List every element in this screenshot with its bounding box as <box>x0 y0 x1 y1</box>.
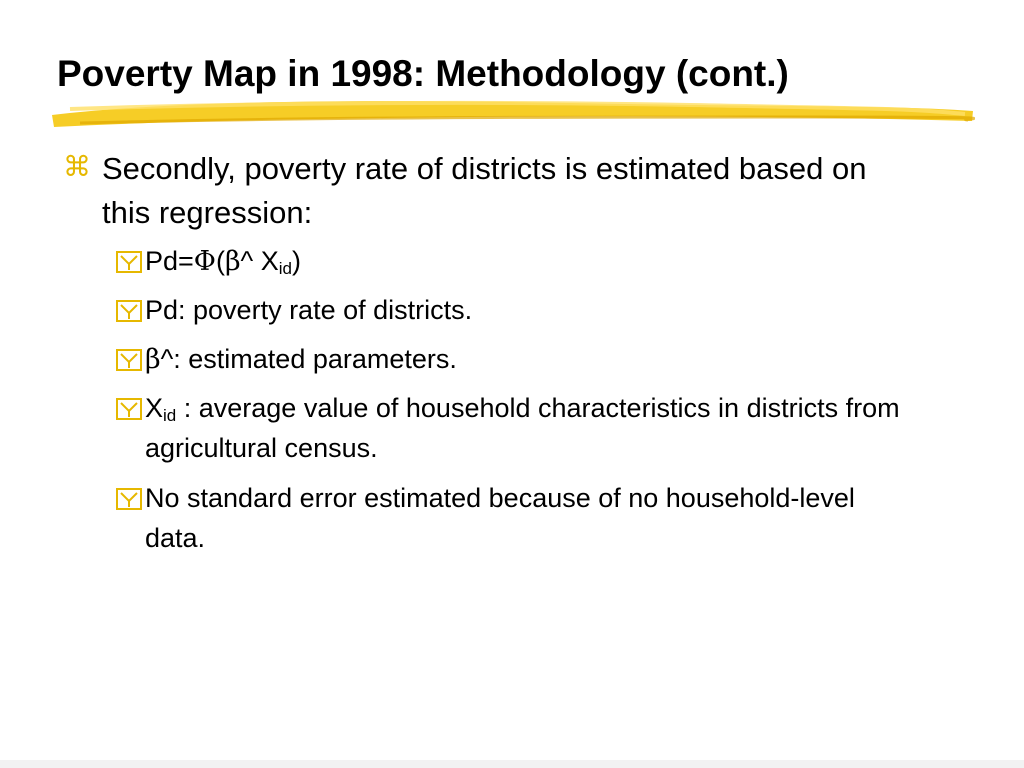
sub-bullet-standard-error: No standard error estimated because of no household-level data. <box>116 478 916 558</box>
sub-bullet-x-definition: $X_{id}$ : average value of household characteristics in districts from agricultural census. <box>116 388 916 468</box>
checkbox-icon <box>116 349 142 371</box>
checkbox-icon <box>116 251 142 273</box>
sub-bullet-pd-definition: Pd: poverty rate of districts. <box>116 290 916 330</box>
sub-bullet-formula: Pd=Φ(β^ $X_{id}$) <box>116 241 916 282</box>
sub-bullet-beta-definition: β^: estimated parameters. <box>116 339 916 380</box>
main-bullet-text: Secondly, poverty rate of districts is estimated based on this regression: <box>102 151 867 230</box>
checkbox-icon <box>116 300 142 322</box>
main-bullet <box>62 147 902 235</box>
slide-title: Poverty Map in 1998: Methodology (cont.) <box>57 53 789 94</box>
checkbox-icon <box>116 398 142 420</box>
checkbox-icon <box>116 488 142 510</box>
command-key-icon: ⌘ <box>63 151 91 182</box>
slide-bottom-edge <box>0 760 1024 768</box>
